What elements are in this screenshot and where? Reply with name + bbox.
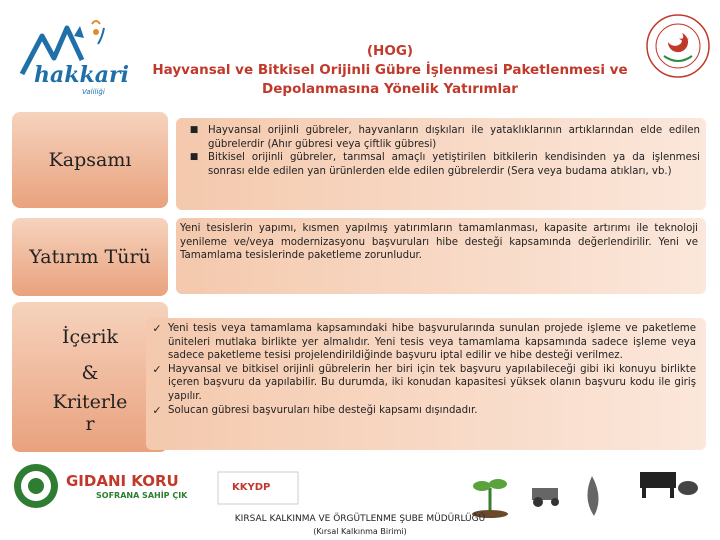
gida-koru-sub: SOFRANA SAHİP ÇIK — [96, 491, 188, 500]
criteria-label-line: İçerik — [61, 326, 119, 348]
square-bullet-icon: ■ — [189, 152, 199, 163]
square-bullet-icon: ■ — [189, 125, 199, 135]
investment-label: Yatırım Türü — [29, 246, 151, 268]
criteria-item — [146, 404, 696, 418]
investment-label-panel — [12, 218, 168, 296]
scope-label-panel — [12, 112, 168, 208]
ministry-seal-icon — [644, 12, 712, 80]
checkmark-icon: ✓ — [152, 362, 162, 376]
scope-bullet-item — [180, 124, 700, 151]
criteria-label-line: & — [81, 362, 99, 384]
footer-subtitle: (Kırsal Kalkınma Birimi) — [313, 527, 407, 536]
footer-title: KIRSAL KALKINMA VE ÖRGÜTLENME ŞUBE MÜDÜRLÜĞÜ — [234, 514, 486, 524]
criteria-item — [146, 363, 696, 404]
mountain-logo-icon — [12, 14, 132, 104]
criteria-item-text: Solucan gübresi başvuruları hibe desteği kapsamı dışındadır. — [168, 404, 478, 416]
criteria-label-panel — [12, 302, 168, 452]
gida-koru-title: GIDANI KORU — [66, 472, 179, 490]
scope-bullet-item — [180, 151, 700, 178]
investment-text: Yeni tesislerin yapımı, kısmen yapılmış yatırımların tamamlanması, kapasite artırımı ile teknoloji yenileme ve/veya modernizasyonu başvuruları hibe desteği kapsamında değerlendirilir. Yeni ve Tamamlama tesislerinde paketleme zorunludur. — [180, 223, 698, 262]
criteria-textbox — [146, 318, 706, 450]
checkmark-icon: ✓ — [152, 322, 162, 335]
criteria-item-text: Hayvansal ve bitkisel orijinli gübrelerin her biri için tek başvuru yapılabileceği gibi iki konuyu birlikte içeren başvuru da yapılabilir. Bu durumda, iki konudan kapasitesi yüksek olanın başvuru kodu ile giriş yapılır. — [168, 363, 696, 402]
kkydp-logo-text: KKYDP — [232, 482, 271, 493]
title-line-1: Hayvansal ve Bitkisel Orijinli Gübre İşlenmesi Paketlenmesi ve — [152, 62, 628, 78]
logo-script-text: hakkari — [34, 62, 129, 88]
logo-sub-text: Valiliği — [82, 88, 105, 96]
scope-label: Kapsamı — [48, 149, 132, 171]
ministry-seal-logo — [644, 12, 712, 80]
partner-logo-strip — [0, 458, 720, 518]
criteria-item-text: Yeni tesis veya tamamlama kapsamındaki hibe başvurularında sunulan projede işleme ve paketleme üniteleri mutlaka birlikte yer almalıdır. Yeni tesis veya tamamlama kapsamında sadece işleme veya sadece paketleme tesisi projelendirildiğinde başvuru iptal edilir ve hibe desteği verilmez. — [168, 323, 696, 362]
scope-bullet-text: Hayvansal orijinli gübreler, hayvanların dışkıları ile yataklıklarının artıklarından elde edilen gübrelerdir (Ahır gübresi veya çiftlik gübresi) — [208, 125, 700, 150]
criteria-item — [146, 322, 696, 363]
title-line-2: Depolanmasına Yönelik Yatırımlar — [262, 81, 518, 97]
checkmark-icon: ✓ — [152, 403, 162, 417]
investment-textbox — [176, 218, 706, 294]
criteria-label-line: r — [85, 413, 95, 435]
title-code: (HOG) — [366, 43, 414, 59]
page-title — [130, 42, 650, 99]
criteria-label-line: Kriterle — [52, 391, 128, 413]
hakkari-logo — [12, 14, 132, 104]
scope-bullet-text: Bitkisel orijinli gübreler, tarımsal amaçlı yetiştirilen bitkilerin kendisinden ya da işlenmesi sonrası elde edilen yan ürünlerden elde edilen gübrelerdir (Sera veya budama atıkları, vb.) — [208, 152, 700, 177]
scope-textbox — [176, 118, 706, 210]
